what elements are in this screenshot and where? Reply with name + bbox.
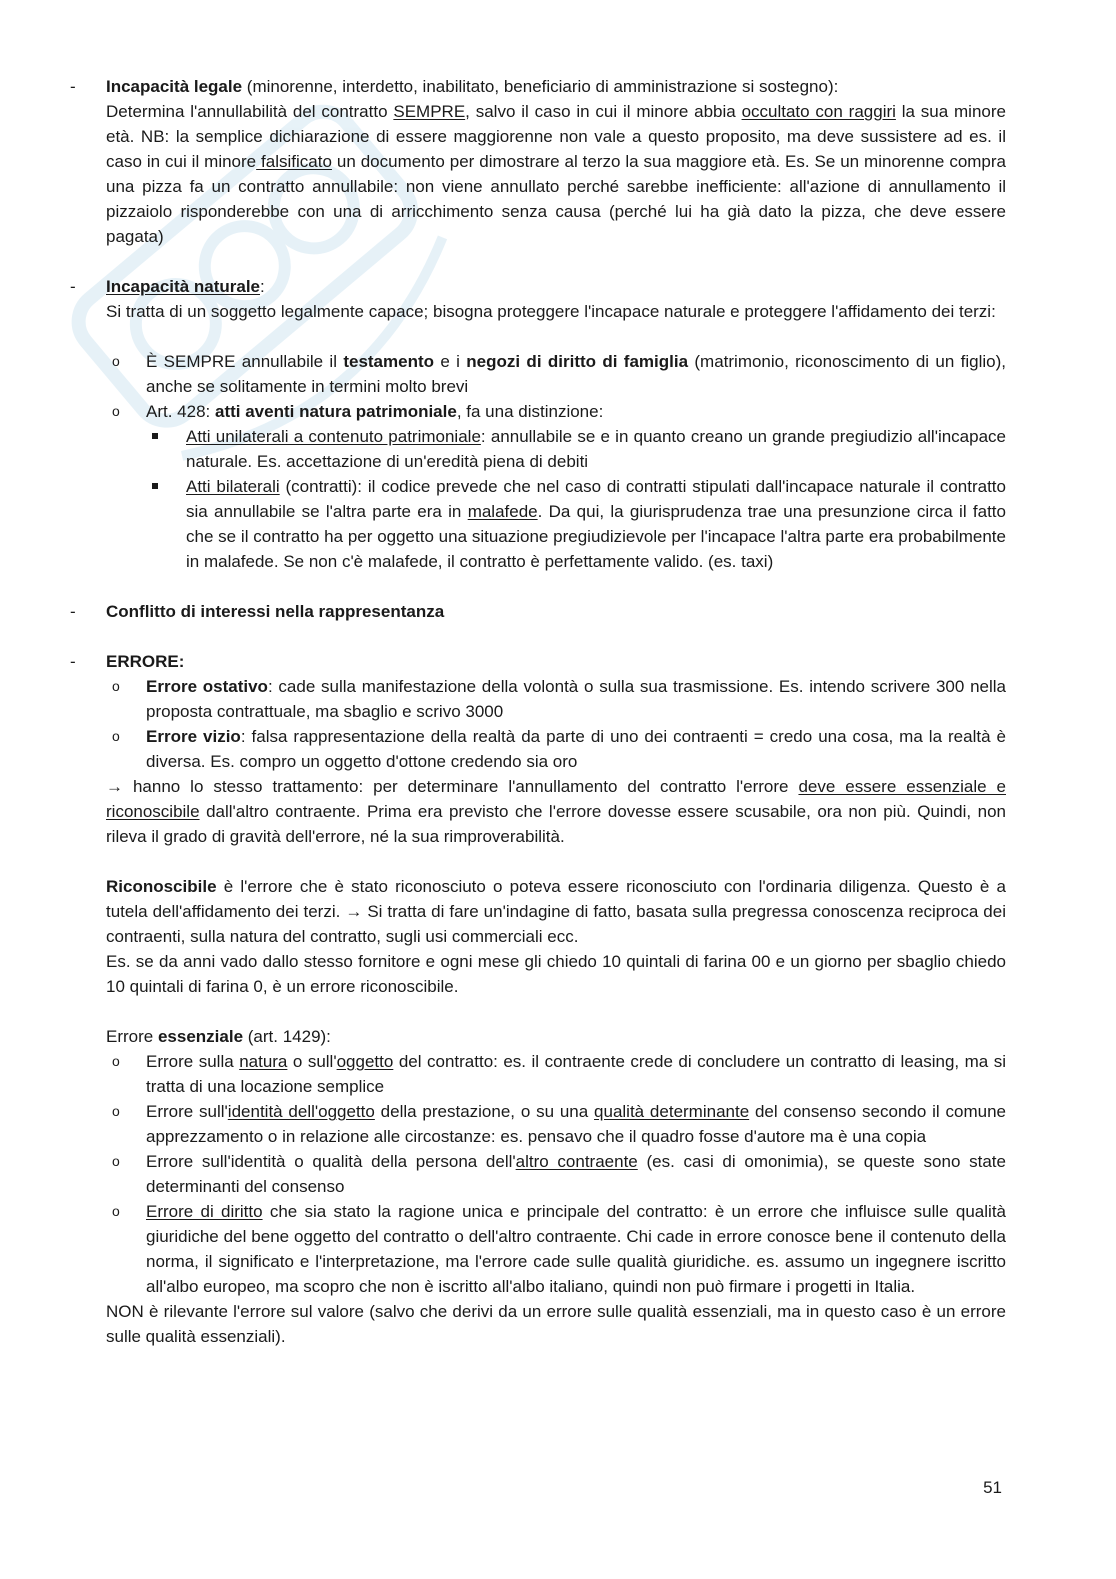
arrow-right-icon: → xyxy=(345,902,363,921)
heading-conflict: Conflitto di interessi nella rappresentanza xyxy=(106,602,445,621)
heading-legal-incapacity: Incapacità legale xyxy=(106,77,243,96)
dash-bullet: - xyxy=(70,652,76,671)
list-item-bilateral-acts: Atti bilaterali (contratti): il codice prevede che nel caso di contratti stipulati dall'incapace naturale il contratto sia annullabile se l'altra parte era in malafede. Da qui, la giurisprudenza trae una presunzione circa il fatto che se il contratto ha per oggetto una situazione pregiudizievole per l'incapace l'altra parte era probabilmente in malafede. Se non c'è malafede, il contratto è perfettamente valido. (es. taxi) xyxy=(70,474,1006,574)
list-item-testament: o È SEMPRE annullabile il testamento e i negozi di diritto di famiglia (matrimonio, riconoscimento di un figlio), anche se solitamente in termini molto brevi xyxy=(70,349,1006,399)
list-item-legal-incapacity: - Incapacità legale (minorenne, interdetto, inabilitato, beneficiario di amministrazione si sostegno): Determina l'annullabilità del contratto SEMPRE, salvo il caso in cui il minore abbia occultato con raggiri la sua minore età. NB: la semplice dichiarazione di essere maggiorenne non vale a questo proposito, ma deve sussistere ad es. il caso in cui il minore falsificato un documento per dimostrare al terzo la sua maggiore età. Es. Se un minorenne compra una pizza fa un contratto annullabile: non viene annullato perché sarebbe inefficiente: all'azione di annullamento il pizzaiolo risponderebbe con una di arricchimento senza causa (perché lui ha già dato la pizza, che deve essere pagata) xyxy=(70,74,1006,249)
dash-bullet: - xyxy=(70,602,76,621)
dash-bullet: - xyxy=(70,277,76,296)
page-number: 51 xyxy=(983,1478,1002,1497)
list-item-natural-incapacity: - Incapacità naturale: Si tratta di un soggetto legalmente capace; bisogna proteggere l'incapace naturale e proteggere l'affidamento dei terzi: xyxy=(70,274,1006,324)
circle-bullet: o xyxy=(112,728,120,744)
list-item-obstructive-error: o Errore ostativo: cade sulla manifestazione della volontà o sulla sua trasmissione. Es. intendo scrivere 300 nella proposta contrattuale, ma sbaglio e scrivo 3000 xyxy=(70,674,1006,724)
list-item-unilateral-acts: Atti unilaterali a contenuto patrimoniale: annullabile se e in quanto creano un grande pregiudizio all'incapace naturale. Es. accettazione di un'eredità piena di debiti xyxy=(70,424,1006,474)
list-item-vice-error: o Errore vizio: falsa rappresentazione della realtà da parte di uno dei contraenti = credo una cosa, ma la realtà è diversa. Es. compro un oggetto d'ottone credendo sia oro xyxy=(70,724,1006,774)
natural-intro: Si tratta di un soggetto legalmente capace; bisogna proteggere l'incapace naturale e proteggere l'affidamento dei terzi: xyxy=(106,302,996,321)
list-item-art-428: o Art. 428: atti aventi natura patrimoniale, fa una distinzione: xyxy=(70,399,1006,424)
recognizable-example: Es. se da anni vado dallo stesso fornitore e ogni mese gli chiedo 10 quintali di farina 00 e un giorno per sbaglio chiedo 10 quintali di farina 0, è un errore riconoscibile. xyxy=(106,952,1006,996)
dash-bullet: - xyxy=(70,77,76,96)
circle-bullet: o xyxy=(112,678,120,694)
circle-bullet: o xyxy=(112,1203,120,1219)
heading-error: ERRORE: xyxy=(106,652,185,671)
list-item-conflict xyxy=(70,599,1006,624)
recognizable-paragraph: Riconoscibile è l'errore che è stato riconosciuto o poteva essere riconosciuto con l'ordinaria diligenza. Questo è a tutela dell'affidamento dei terzi. → Si tratta di fare un'indagine di fatto, basata sulla pregressa conoscenza reciproca dei contraenti, sulla natura del contratto, sugli usi commerciali ecc. xyxy=(106,877,1006,946)
circle-bullet: o xyxy=(112,403,120,419)
list-item-law-error: o Errore di diritto che sia stato la ragione unica e principale del contratto: è un errore che influisce sulle qualità giuridiche del bene oggetto del contratto o dell'altro contraente. Chi cade in errore conosce bene il contenuto della norma, il significato e l'interpretazione, ma l'errore cade sulle qualità giuridiche. es. assumo un ingegnere iscritto all'albo europeo, ma scopro che non è iscritto all'albo italiano, quindi non può firmare i progetti in Italia. xyxy=(70,1199,1006,1299)
circle-bullet: o xyxy=(112,1153,120,1169)
square-bullet xyxy=(152,433,158,439)
circle-bullet: o xyxy=(112,1053,120,1069)
list-item-nature-error: o Errore sulla natura o sull'oggetto del contratto: es. il contraente crede di concludere un contratto di leasing, ma si tratta di una locazione semplice xyxy=(70,1049,1006,1099)
list-item-error xyxy=(70,649,1006,674)
arrow-right-icon: → xyxy=(106,777,123,796)
error-treatment-paragraph: → hanno lo stesso trattamento: per determinare l'annullamento del contratto l'errore deve essere essenziale e riconoscibile dall'altro contraente. Prima era previsto che l'errore dovesse essere scusabile, ora non più. Quindi, non rileva il grado di gravità dell'errore, né la sua rimproverabilità. xyxy=(106,777,1006,846)
square-bullet xyxy=(152,483,158,489)
heading-natural-incapacity: Incapacità naturale xyxy=(106,277,261,296)
circle-bullet: o xyxy=(112,1103,120,1119)
circle-bullet: o xyxy=(112,353,120,369)
list-item-person-error: o Errore sull'identità o qualità della persona dell'altro contraente (es. casi di omonimia), se queste sono state determinanti del consenso xyxy=(70,1149,1006,1199)
list-item-identity-error: o Errore sull'identità dell'oggetto della prestazione, o su una qualità determinante del consenso secondo il comune apprezzamento o in relazione alle circostanze: es. pensavo che il quadro fosse d'autore ma è una copia xyxy=(70,1099,1006,1149)
essential-error-heading: Errore essenziale (art. 1429): xyxy=(106,1027,331,1046)
closing-paragraph: NON è rilevante l'errore sul valore (salvo che derivi da un errore sulle qualità essenziali, ma in questo caso è un errore sulle qualità essenziali). xyxy=(106,1302,1006,1346)
